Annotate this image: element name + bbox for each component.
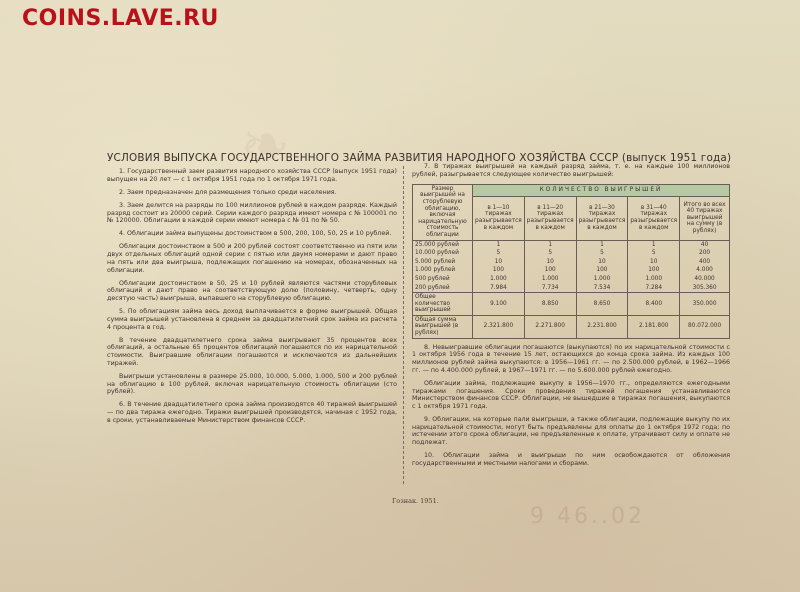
table-body — [413, 240, 730, 293]
table-cell: 1 — [628, 240, 680, 249]
table-cell: 2.271.800 — [524, 315, 576, 338]
background-ornament: ❧ — [240, 110, 291, 180]
table-cell: 1.000 — [628, 275, 680, 284]
table-cell: 1 — [473, 240, 525, 249]
table-cell: 7.984 — [473, 284, 525, 293]
table-group-header: КОЛИЧЕСТВО ВЫИГРЫШЕЙ — [473, 184, 730, 196]
table-cell: 7.284 — [628, 284, 680, 293]
table-cell: 8.650 — [576, 293, 628, 316]
right-column — [412, 163, 730, 473]
ghost-serial: 9 46..02 — [530, 504, 645, 529]
left-paragraph: 3. Заем делится на разряды по 100 миллионов рублей в каждом разряде. Каждый разряд состоит из 20000 серий. Серии каждого разряда имеют номера с № 100001 по № 120000. Облигации в каждой серии имеют номера с № 01 по № 50. — [107, 201, 397, 225]
table-cell: 1 — [524, 240, 576, 249]
table-cell: 80.072.000 — [680, 315, 730, 338]
table-intro: 7. В тиражах выигрышей на каждый разряд займа, т. е. на каждые 100 миллионов рублей, разыгрывается следующее количество выигрышей: — [412, 163, 730, 178]
table-row-total-sum — [413, 315, 730, 338]
table-header-size: Размер выигрышей на сторублевую облигацию, включая нарицательную стоимость облигации — [413, 184, 473, 240]
table-cell: 305.360 — [680, 284, 730, 293]
left-paragraph: В течение двадцатилетнего срока займа выигрывают 35 процентов всех облигаций, а остальные 65 процентов облигаций погашаются по их нарицательной стоимости. Выигравшие облигации погашаются и исключаются из дальнейших тиражей. — [107, 336, 397, 367]
table-cell: 1.000 — [524, 275, 576, 284]
table-cell: 8.850 — [524, 293, 576, 316]
table-cell: 1 — [576, 240, 628, 249]
left-paragraph: Облигации достоинством в 50, 25 и 10 рублей являются частями сторублевых облигаций и дают право на соответствующую долю (половину, четверть, одну десятую часть) выигрыша, выпавшего на сторублевую облигацию. — [107, 279, 397, 303]
left-paragraph: 2. Заем предназначен для размещения только среди населения. — [119, 188, 337, 196]
printer-mark: Гознак. 1951. — [392, 497, 439, 505]
table-cell: 10 — [473, 258, 525, 267]
table-cell: 5 — [524, 249, 576, 258]
winnings-table — [412, 184, 730, 339]
table-cell-label: 1.000 рублей — [413, 266, 473, 275]
table-cell: 400 — [680, 258, 730, 267]
table-cell: 1.000 — [576, 275, 628, 284]
table-row — [413, 258, 730, 267]
table-row — [413, 275, 730, 284]
left-paragraph: 5. По облигациям займа весь доход выплачивается в форме выигрышей. Общая сумма выигрышей установлена в среднем за двадцатилетний срок займа из расчета 4 процента в год. — [107, 308, 397, 331]
table-cell: 10 — [524, 258, 576, 267]
right-paragraph: 8. Невыигравшие облигации погашаются (выкупаются) по их нарицательной стоимости с 1 октября 1956 года в течение 15 лет, остающихся до конца срока займа. Из каждых 100 миллионов рублей займа выкупаются: в 1956—1961 гг. — по 2.500.000 рублей, в 1962—1966 гг. — по 4.400.000 рублей, в 1967—1971 гг. — по 5.600.000 рублей ежегодно. — [412, 343, 730, 374]
left-paragraph: Облигации достоинством в 500 и 200 рублей состоят соответственно из пяти или двух отдельных облигаций одной серии с пятью или двумя номерами и дают право на пять или два выигрыша, подлежащих погашению на номерах, обозначенных на облигации. — [107, 243, 397, 274]
table-header-cell: в 11—20 тиражах разыгрывается в каждом — [524, 196, 576, 240]
table-cell: 1.000 — [473, 275, 525, 284]
table-cell: 100 — [473, 266, 525, 275]
page-title: УСЛОВИЯ ВЫПУСКА ГОСУДАРСТВЕННОГО ЗАЙМА РАЗВИТИЯ НАРОДНОГО ХОЗЯЙСТВА СССР (выпуск 1951 года) — [107, 152, 732, 164]
table-header-cell: в 1—10 тиражах разыгрывается в каждом — [473, 196, 525, 240]
table-cell: 4.000 — [680, 266, 730, 275]
table-cell-label: 5.000 рублей — [413, 258, 473, 267]
right-paragraph: 9. Облигации, на которые пали выигрыши, а также облигации, подлежащие выкупу по их нарицательной стоимости, могут быть предъявлены для оплаты до 1 октября 1972 года; по истечении этого срока облигации, не предъявленные к оплате, утрачивают силу и оплате не подлежат. — [412, 416, 730, 447]
watermark: COINS.LAVE.RU — [22, 6, 219, 31]
table-header-cell: в 21—30 тиражах разыгрывается в каждом — [576, 196, 628, 240]
table-cell: 40 — [680, 240, 730, 249]
table-row-total-count — [413, 293, 730, 316]
table-cell-label: Общее количество выигрышей — [413, 293, 473, 316]
table-cell: 5 — [473, 249, 525, 258]
table-cell-label: 10.000 рублей — [413, 249, 473, 258]
left-paragraph: Выигрыши установлены в размере 25.000, 10.000, 5.000, 1.000, 500 и 200 рублей на облигацию в 100 рублей, включая нарицательную стоимость облигации (сто рублей). — [107, 372, 397, 396]
right-paragraph: 10. Облигации займа и выигрыши по ним освобождаются от обложения государственными и местными налогами и сборами. — [412, 452, 730, 467]
table-cell: 9.100 — [473, 293, 525, 316]
table-row — [413, 266, 730, 275]
table-cell: 350.000 — [680, 293, 730, 316]
table-cell-label: 25.000 рублей — [413, 240, 473, 249]
table-cell: 5 — [576, 249, 628, 258]
table-row — [413, 240, 730, 249]
table-cell: 10 — [628, 258, 680, 267]
table-cell-label: Общая сумма выигрышей (в рублях) — [413, 315, 473, 338]
table-cell-label: 500 рублей — [413, 275, 473, 284]
table-cell: 7.734 — [524, 284, 576, 293]
table-cell: 10 — [576, 258, 628, 267]
table-header-cell: Итого во всех 40 тиражах выигрышей на сумму (в рублях) — [680, 196, 730, 240]
table-cell: 100 — [524, 266, 576, 275]
table-cell: 200 — [680, 249, 730, 258]
table-row — [413, 284, 730, 293]
table-row — [413, 249, 730, 258]
table-cell: 2.231.800 — [576, 315, 628, 338]
table-cell: 2.181.800 — [628, 315, 680, 338]
table-cell: 8.400 — [628, 293, 680, 316]
table-cell: 100 — [576, 266, 628, 275]
left-paragraph: 1. Государственный заем развития народного хозяйства СССР (выпуск 1951 года) выпущен на 20 лет — с 1 октября 1951 года по 1 октября 1971 года. — [107, 168, 397, 183]
table-cell: 2.321.800 — [473, 315, 525, 338]
table-cell: 5 — [628, 249, 680, 258]
left-column — [107, 168, 397, 430]
table-header-cell: в 31—40 тиражах разыгрывается в каждом — [628, 196, 680, 240]
table-cell: 100 — [628, 266, 680, 275]
left-paragraph: 6. В течение двадцатилетнего срока займа производятся 40 тиражей выигрышей — по два тиража ежегодно. Тиражи выигрышей производятся, начиная с 1952 года, в сроки, устанавливаемые Министерством финансов СССР. — [107, 401, 397, 424]
table-cell: 40.000 — [680, 275, 730, 284]
left-paragraph: 4. Облигации займа выпущены достоинством в 500, 200, 100, 50, 25 и 10 рублей. — [119, 230, 392, 238]
table-cell: 7.534 — [576, 284, 628, 293]
table-cell-label: 200 рублей — [413, 284, 473, 293]
right-paragraph: Облигации займа, подлежащие выкупу в 1956—1970 гг., определяются ежегодными тиражами погашения. Сроки проведения тиражей погашения устанавливаются Министерством финансов СССР. Облигации, не вышедшие в тиражах погашения, выкупаются с 1 октября 1971 года. — [412, 379, 730, 410]
column-divider — [403, 166, 404, 484]
